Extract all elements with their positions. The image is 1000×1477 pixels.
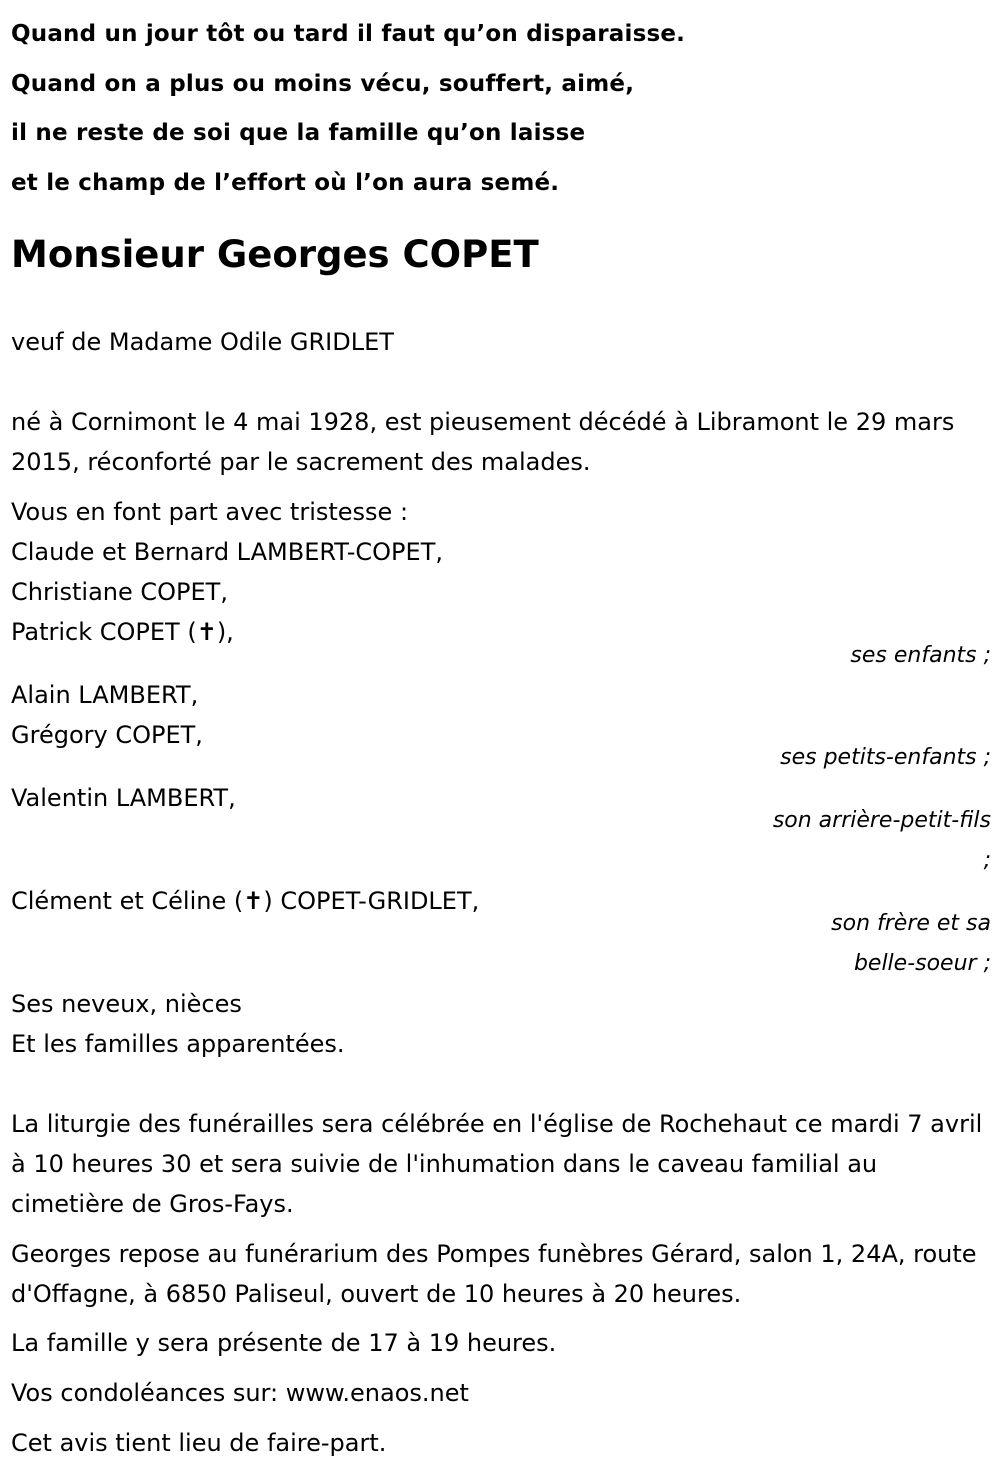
poem-line: et le champ de l’effort où l’on aura semé. [11,169,560,196]
great-grandchild-role: son arrière-petit-fils [772,808,991,833]
children-role: ses enfants ; [850,643,991,668]
poem-line: Quand un jour tôt ou tard il faut qu’on disparaisse. [11,21,686,47]
poem-line: il ne reste de soi que la famille qu’on laisse [11,120,586,146]
family-presence: La famille y sera présente de 17 à 19 heures. [11,1329,557,1357]
other-relatives: Ses neveux, nièces [11,990,242,1018]
child-name: Patrick COPET (✝), [11,618,234,646]
sibling-name: Clément et Céline (✝) COPET-GRIDLET, [11,887,480,915]
child-name: Christiane COPET, [11,578,228,606]
great-grandchild-role-end: ; [983,848,991,873]
condolences-link: Vos condoléances sur: www.enaos.net [11,1379,469,1407]
sibling-role-end: belle-soeur ; [853,951,991,976]
widow-of: veuf de Madame Odile GRIDLET [11,328,394,356]
funeral-liturgy: La liturgie des funérailles sera célébrée en l'église de Rochehaut ce mardi 7 avril à 10 heures 30 et sera suivie de l'inhumation dans le caveau familial au cimetière de Gros-Fays. [11,1110,983,1218]
grandchild-name: Alain LAMBERT, [11,681,199,709]
grandchildren-role: ses petits-enfants ; [780,745,991,770]
poem [11,10,991,208]
notice-text: Cet avis tient lieu de faire-part. [11,1429,387,1457]
deceased-name: Monsieur Georges COPET [11,233,539,276]
death-announcement: né à Cornimont le 4 mai 1928, est pieusement décédé à Libramont le 29 mars 2015, réconforté par le sacrement des malades. [11,408,955,476]
family-intro: Vous en font part avec tristesse : [11,498,409,526]
poem-line: Quand on a plus ou moins vécu, souffert, aimé, [11,70,635,97]
grandchild-name: Grégory COPET, [11,721,203,749]
funerarium-info: Georges repose au funérarium des Pompes funèbres Gérard, salon 1, 24A, route d'Offagne, à 6850 Paliseul, ouvert de 10 heures à 20 heures. [11,1240,977,1308]
sibling-role: son frère et sa [831,911,991,936]
child-name: Claude et Bernard LAMBERT-COPET, [11,538,443,566]
other-relatives: Et les familles apparentées. [11,1030,345,1058]
great-grandchild-name: Valentin LAMBERT, [11,784,236,812]
